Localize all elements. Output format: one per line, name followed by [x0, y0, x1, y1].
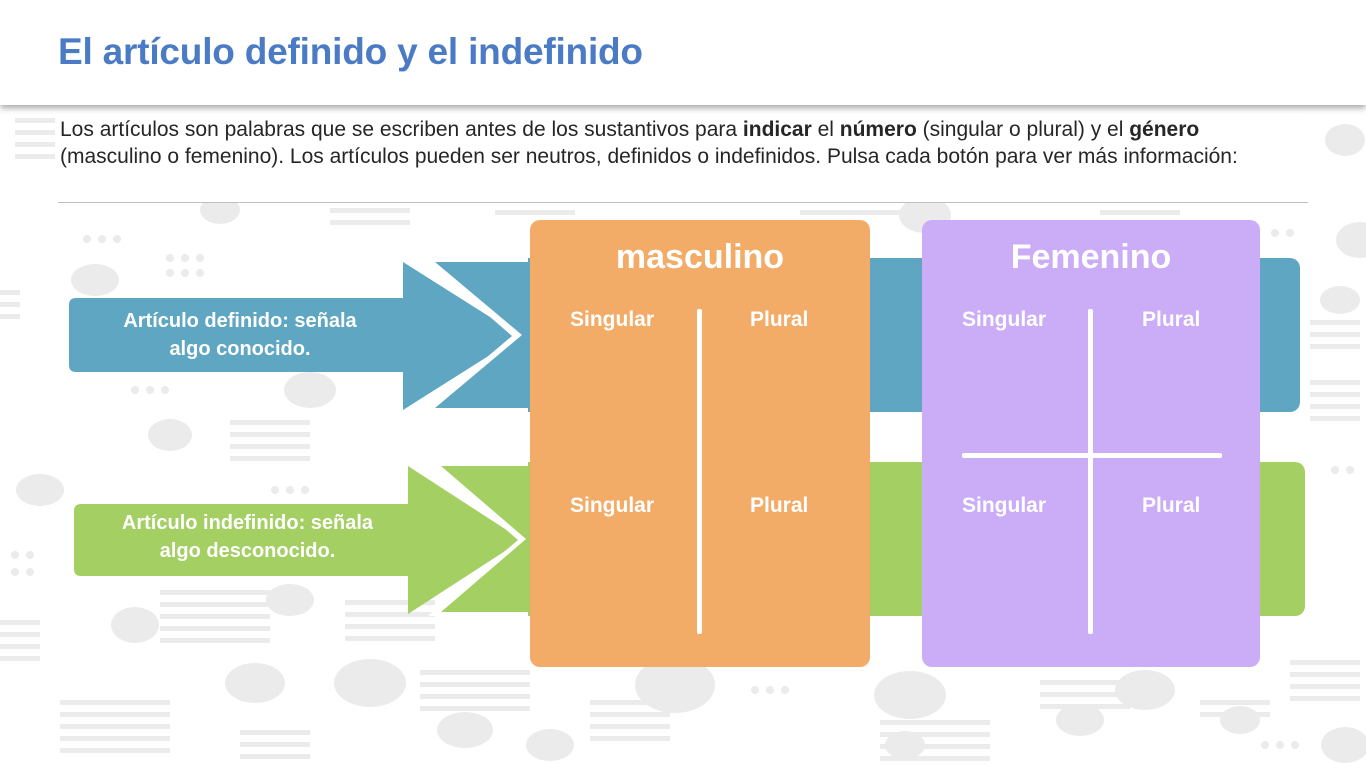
femenino-horizontal-divider: [962, 453, 1222, 458]
intro-text-part: (singular o plural) y el: [916, 118, 1130, 141]
femenino-singular-definido[interactable]: Singular: [962, 308, 1047, 331]
definido-label-line2: algo conocido.: [169, 338, 311, 360]
intro-text-part: el: [811, 118, 840, 141]
femenino-plural-indefinido[interactable]: Plural: [1142, 494, 1201, 517]
intro-text-part: Los artículos son palabras que se escriben antes de los sustantivos para: [60, 118, 743, 141]
intro-bold-indicar: indicar: [742, 118, 812, 141]
femenino-plural-definido[interactable]: Plural: [1142, 308, 1201, 331]
masculino-singular-definido[interactable]: Singular: [570, 308, 655, 331]
masculino-vertical-divider: [697, 309, 702, 634]
masculino-plural-definido[interactable]: Plural: [750, 308, 809, 331]
intro-bold-numero: número: [839, 118, 917, 141]
intro-text-part: (masculino o femenino). Los artículos pueden ser neutros, definidos o indefinidos. Pulsa cada botón para ver más información:: [60, 145, 1238, 168]
page-title: El artículo definido y el indefinido: [58, 31, 643, 72]
indefinido-arrow-label[interactable]: [85, 509, 410, 565]
femenino-title: Femenino: [1010, 238, 1172, 276]
definido-arrow-label[interactable]: [85, 307, 395, 363]
masculino-panel[interactable]: [530, 220, 870, 667]
femenino-vertical-divider: [1088, 309, 1093, 634]
femenino-panel[interactable]: [922, 220, 1260, 667]
masculino-singular-indefinido[interactable]: Singular: [570, 494, 655, 517]
definido-label-line1: Artículo definido: señala: [123, 310, 357, 332]
indefinido-label-line1: Artículo indefinido: señala: [121, 512, 374, 534]
femenino-singular-indefinido[interactable]: Singular: [962, 494, 1047, 517]
indefinido-label-line2: algo desconocido.: [159, 540, 336, 562]
masculino-plural-indefinido[interactable]: Plural: [750, 494, 809, 517]
intro-bold-genero: género: [1129, 118, 1200, 141]
masculino-title: masculino: [615, 238, 785, 276]
